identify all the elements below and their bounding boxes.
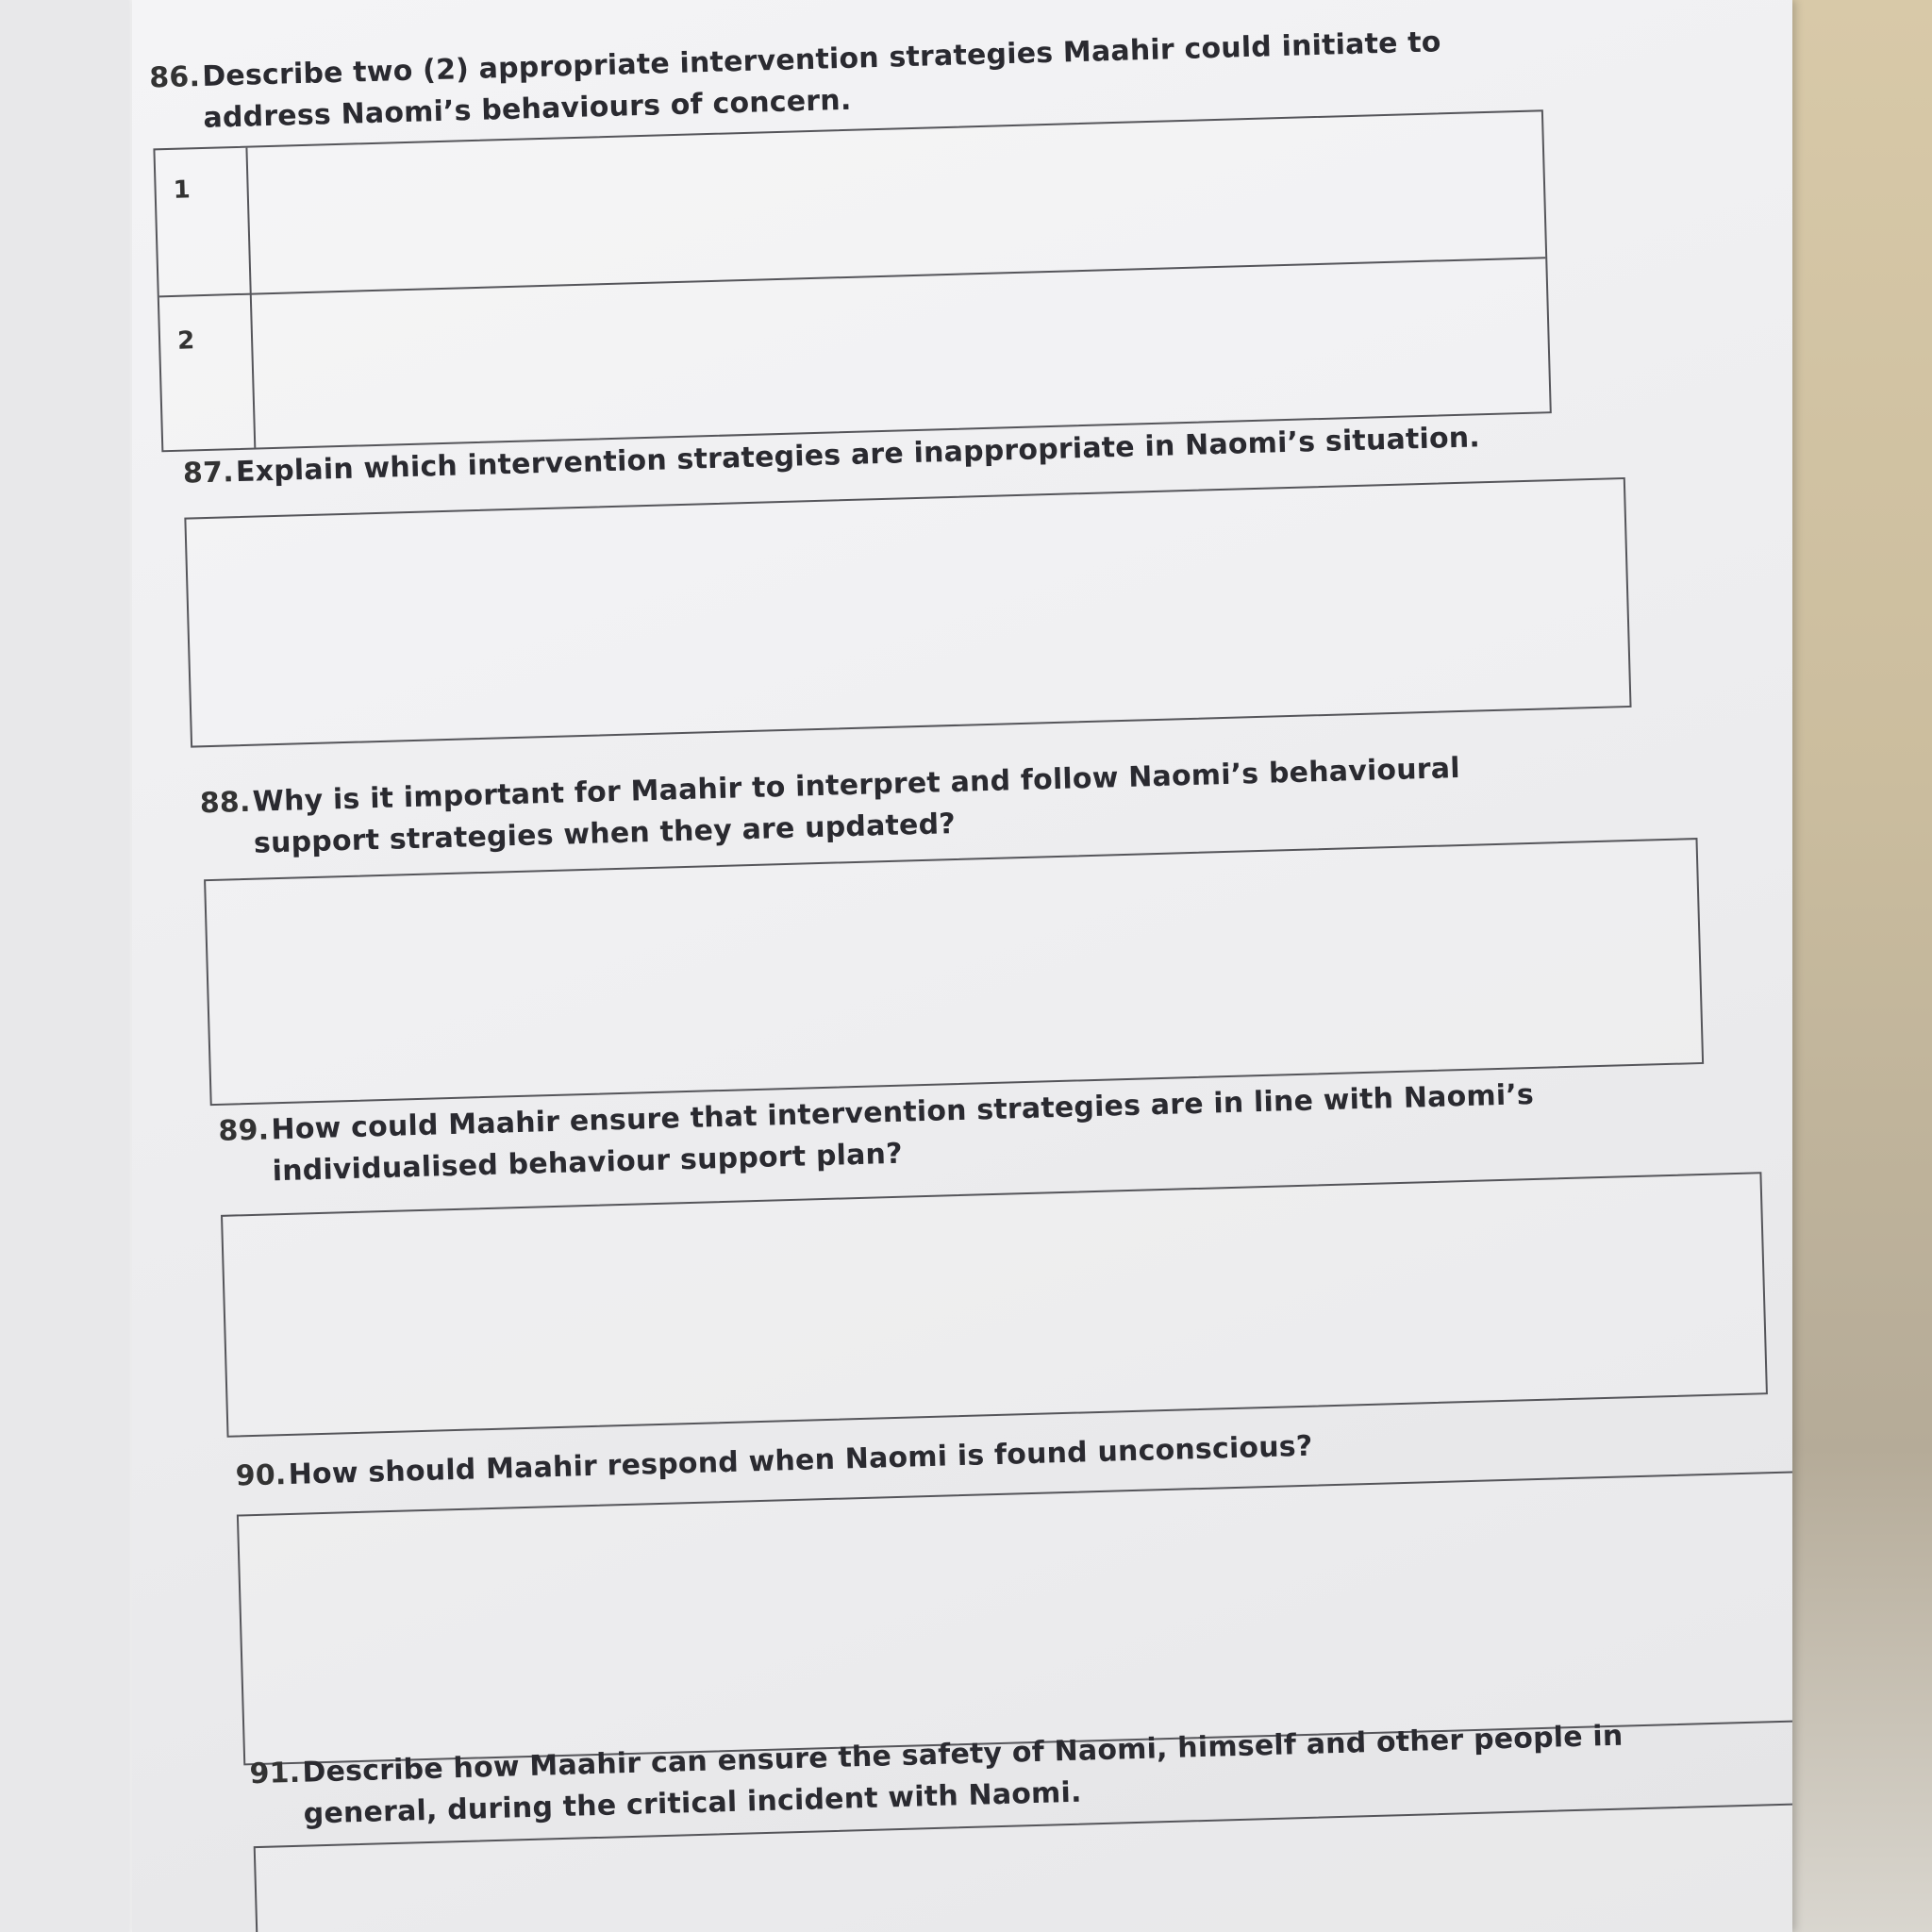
row-label-1: 1: [173, 175, 192, 205]
question-text: How could Maahir ensure that intervention strategies are in line with Naomi’s individualised behaviour support plan?: [271, 1077, 1535, 1189]
question-number: 89.: [218, 1113, 270, 1148]
question-text: Describe two (2) appropriate intervention strategies Maahir could initiate to address Naomi’s behaviours of concern.: [201, 25, 1442, 135]
answer-box-87[interactable]: [184, 477, 1631, 748]
question-number: 87.: [182, 456, 235, 491]
question-text: Why is it important for Maahir to interpret and follow Naomi’s behavioural support strategies when they are updated?: [252, 752, 1461, 860]
worksheet-page: [132, 0, 1792, 1932]
question-text: Explain which intervention strategies are inappropriate in Naomi’s situation.: [235, 421, 1481, 490]
question-number: 90.: [235, 1458, 287, 1493]
question-text: How should Maahir respond when Naomi is found unconscious?: [288, 1429, 1313, 1491]
answer-box-88[interactable]: [204, 838, 1704, 1106]
answer-box-89[interactable]: [221, 1172, 1768, 1438]
answer-table-86: [153, 109, 1551, 452]
question-number: 88.: [199, 785, 252, 821]
question-number: 91.: [249, 1756, 301, 1791]
desk-surface: [1790, 0, 1932, 1932]
row-label-2: 2: [176, 326, 195, 356]
question-number: 86.: [148, 60, 201, 95]
question-text: Describe how Maahir can ensure the safety of Naomi, himself and other people in general, during the critical incident with Naomi.: [302, 1719, 1624, 1831]
worksheet-content: [132, 0, 1792, 1931]
